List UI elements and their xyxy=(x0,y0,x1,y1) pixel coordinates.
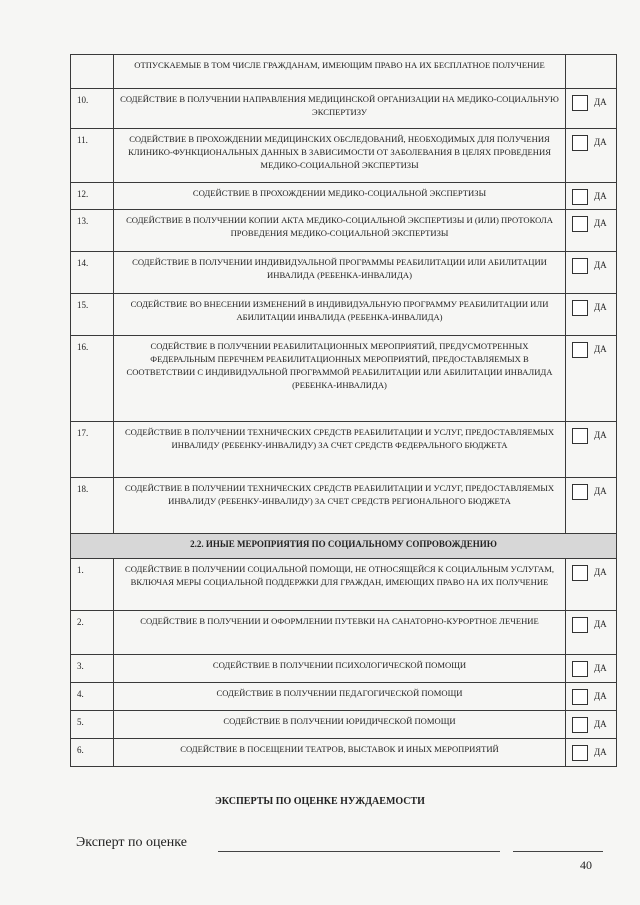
checkbox[interactable] xyxy=(572,745,588,761)
checkbox-label: ДА xyxy=(594,430,607,440)
row-text: СОДЕЙСТВИЕ В ПОЛУЧЕНИИ КОПИИ АКТА МЕДИКО-СОЦИАЛЬНОЙ ЭКСПЕРТИЗЫ И (ИЛИ) ПРОТОКОЛА ПРОВЕДЕНИЯ МЕДИКО-СОЦИАЛЬНОЙ ЭКСПЕРТИЗЫ xyxy=(114,210,566,252)
row-text: СОДЕЙСТВИЕ В ПОЛУЧЕНИИ ТЕХНИЧЕСКИХ СРЕДСТВ РЕАБИЛИТАЦИИ И УСЛУГ, ПРЕДОСТАВЛЯЕМЫХ ИНВАЛИДУ (РЕБЕНКУ-ИНВАЛИДУ) ЗА СЧЕТ СРЕДСТВ РЕГИОНАЛЬНОГО БЮДЖЕТА xyxy=(114,478,566,534)
row-check-cell xyxy=(566,559,617,611)
row-text: СОДЕЙСТВИЕ В ПОЛУЧЕНИИ РЕАБИЛИТАЦИОННЫХ МЕРОПРИЯТИЙ, ПРЕДУСМОТРЕННЫХ ФЕДЕРАЛЬНЫМ ПЕРЕЧНЕМ РЕАБИЛИТАЦИОННЫХ МЕРОПРИЯТИЙ, ПРЕДОСТАВЛЯЕМЫХ В СООТВЕТСТВИИ С ИНДИВИДУАЛЬНОЙ ПРОГРАММОЙ РЕАБИЛИТАЦИИ ИЛИ АБИЛИТАЦИИ ИНВАЛИДА (РЕБЕНКА-ИНВАЛИДА) xyxy=(114,336,566,422)
row-number: 2. xyxy=(71,611,114,655)
checkbox-label: ДА xyxy=(594,191,607,201)
table-row xyxy=(71,711,617,739)
table-row xyxy=(71,210,617,252)
row-text: СОДЕЙСТВИЕ В ПОЛУЧЕНИИ ТЕХНИЧЕСКИХ СРЕДСТВ РЕАБИЛИТАЦИИ И УСЛУГ, ПРЕДОСТАВЛЯЕМЫХ ИНВАЛИДУ (РЕБЕНКУ-ИНВАЛИДУ) ЗА СЧЕТ СРЕДСТВ ФЕДЕРАЛЬНОГО БЮДЖЕТА xyxy=(114,422,566,478)
checkbox[interactable] xyxy=(572,717,588,733)
section-title: 2.2. ИНЫЕ МЕРОПРИЯТИЯ ПО СОЦИАЛЬНОМУ СОПРОВОЖДЕНИЮ xyxy=(71,534,617,559)
row-number: 16. xyxy=(71,336,114,422)
checkbox-label: ДА xyxy=(594,663,607,673)
row-text: СОДЕЙСТВИЕ В ПОЛУЧЕНИИ ИНДИВИДУАЛЬНОЙ ПРОГРАММЫ РЕАБИЛИТАЦИИ ИЛИ АБИЛИТАЦИИ ИНВАЛИДА (РЕБЕНКА-ИНВАЛИДА) xyxy=(114,252,566,294)
table-row xyxy=(71,478,617,534)
row-check-cell xyxy=(566,129,617,183)
table-row xyxy=(71,55,617,89)
checkbox[interactable] xyxy=(572,617,588,633)
row-check-cell xyxy=(566,478,617,534)
checkbox[interactable] xyxy=(572,428,588,444)
checkbox[interactable] xyxy=(572,565,588,581)
checkbox-label: ДА xyxy=(594,691,607,701)
checkbox-label: ДА xyxy=(594,567,607,577)
row-check-cell xyxy=(566,89,617,129)
checkbox-label: ДА xyxy=(594,137,607,147)
row-check-cell xyxy=(566,336,617,422)
signature-line[interactable] xyxy=(513,851,603,852)
table-row xyxy=(71,683,617,711)
page-number: 40 xyxy=(580,858,592,872)
row-number xyxy=(71,55,114,89)
checkbox[interactable] xyxy=(572,484,588,500)
row-number: 11. xyxy=(71,129,114,183)
row-number: 10. xyxy=(71,89,114,129)
row-check-cell xyxy=(566,683,617,711)
checkbox-label: ДА xyxy=(594,344,607,354)
table-row xyxy=(71,129,617,183)
checkbox[interactable] xyxy=(572,135,588,151)
row-check-cell xyxy=(566,294,617,336)
row-number: 1. xyxy=(71,559,114,611)
checkbox[interactable] xyxy=(572,189,588,205)
signer-label: Эксперт по оценке xyxy=(76,835,187,850)
table-row xyxy=(71,89,617,129)
row-number: 6. xyxy=(71,739,114,767)
row-text: СОДЕЙСТВИЕ В ПРОХОЖДЕНИИ МЕДИЦИНСКИХ ОБСЛЕДОВАНИЙ, НЕОБХОДИМЫХ ДЛЯ ПОЛУЧЕНИЯ КЛИНИКО-ФУНКЦИОНАЛЬНЫХ ДАННЫХ В ЗАВИСИМОСТИ ОТ ЗАБОЛЕВАНИЯ В ЦЕЛЯХ ПРОВЕДЕНИЯ МЕДИКО-СОЦИАЛЬНОЙ ЭКСПЕРТИЗЫ xyxy=(114,129,566,183)
row-text: ОТПУСКАЕМЫЕ В ТОМ ЧИСЛЕ ГРАЖДАНАМ, ИМЕЮЩИМ ПРАВО НА ИХ БЕСПЛАТНОЕ ПОЛУЧЕНИЕ xyxy=(114,55,566,89)
table-row xyxy=(71,183,617,210)
row-check-cell xyxy=(566,739,617,767)
checkbox-label: ДА xyxy=(594,97,607,107)
row-text: СОДЕЙСТВИЕ ВО ВНЕСЕНИИ ИЗМЕНЕНИЙ В ИНДИВИДУАЛЬНУЮ ПРОГРАММУ РЕАБИЛИТАЦИИ ИЛИ АБИЛИТАЦИИ ИНВАЛИДА (РЕБЕНКА-ИНВАЛИДА) xyxy=(114,294,566,336)
section-header-row xyxy=(71,534,617,559)
row-check-cell xyxy=(566,711,617,739)
table-row xyxy=(71,294,617,336)
row-check-cell xyxy=(566,252,617,294)
checkbox-label: ДА xyxy=(594,719,607,729)
table-row xyxy=(71,611,617,655)
checkbox-label: ДА xyxy=(594,218,607,228)
signature-line[interactable] xyxy=(218,851,500,852)
row-check-cell xyxy=(566,183,617,210)
row-check-cell xyxy=(566,611,617,655)
row-text: СОДЕЙСТВИЕ В ПОЛУЧЕНИИ И ОФОРМЛЕНИИ ПУТЕВКИ НА САНАТОРНО-КУРОРТНОЕ ЛЕЧЕНИЕ xyxy=(114,611,566,655)
row-number: 18. xyxy=(71,478,114,534)
row-check-cell xyxy=(566,210,617,252)
row-text: СОДЕЙСТВИЕ В ПОЛУЧЕНИИ ЮРИДИЧЕСКОЙ ПОМОЩИ xyxy=(114,711,566,739)
row-check-cell xyxy=(566,55,617,89)
row-number: 3. xyxy=(71,655,114,683)
row-number: 13. xyxy=(71,210,114,252)
row-text: СОДЕЙСТВИЕ В ПОЛУЧЕНИИ ПЕДАГОГИЧЕСКОЙ ПОМОЩИ xyxy=(114,683,566,711)
checkbox[interactable] xyxy=(572,300,588,316)
checkbox[interactable] xyxy=(572,342,588,358)
row-check-cell xyxy=(566,655,617,683)
checkbox-label: ДА xyxy=(594,747,607,757)
checkbox-label: ДА xyxy=(594,302,607,312)
table-row xyxy=(71,422,617,478)
checkbox[interactable] xyxy=(572,258,588,274)
checkbox-label: ДА xyxy=(594,619,607,629)
row-number: 5. xyxy=(71,711,114,739)
row-check-cell xyxy=(566,422,617,478)
row-number: 17. xyxy=(71,422,114,478)
row-number: 4. xyxy=(71,683,114,711)
checkbox-label: ДА xyxy=(594,486,607,496)
table-row xyxy=(71,252,617,294)
checkbox-label: ДА xyxy=(594,260,607,270)
row-text: СОДЕЙСТВИЕ В ПОЛУЧЕНИИ ПСИХОЛОГИЧЕСКОЙ ПОМОЩИ xyxy=(114,655,566,683)
row-number: 14. xyxy=(71,252,114,294)
table-row xyxy=(71,559,617,611)
services-table xyxy=(70,54,617,767)
table-row xyxy=(71,336,617,422)
checkbox[interactable] xyxy=(572,689,588,705)
checkbox[interactable] xyxy=(572,95,588,111)
row-number: 12. xyxy=(71,183,114,210)
row-text: СОДЕЙСТВИЕ В ПРОХОЖДЕНИИ МЕДИКО-СОЦИАЛЬНОЙ ЭКСПЕРТИЗЫ xyxy=(114,183,566,210)
checkbox[interactable] xyxy=(572,661,588,677)
checkbox[interactable] xyxy=(572,216,588,232)
row-text: СОДЕЙСТВИЕ В ПОСЕЩЕНИИ ТЕАТРОВ, ВЫСТАВОК И ИНЫХ МЕРОПРИЯТИЙ xyxy=(114,739,566,767)
table-row xyxy=(71,739,617,767)
row-number: 15. xyxy=(71,294,114,336)
experts-title: ЭКСПЕРТЫ ПО ОЦЕНКЕ НУЖДАЕМОСТИ xyxy=(215,796,425,807)
row-text: СОДЕЙСТВИЕ В ПОЛУЧЕНИИ НАПРАВЛЕНИЯ МЕДИЦИНСКОЙ ОРГАНИЗАЦИИ НА МЕДИКО-СОЦИАЛЬНУЮ ЭКСПЕРТИЗУ xyxy=(114,89,566,129)
table-row xyxy=(71,655,617,683)
row-text: СОДЕЙСТВИЕ В ПОЛУЧЕНИИ СОЦИАЛЬНОЙ ПОМОЩИ, НЕ ОТНОСЯЩЕЙСЯ К СОЦИАЛЬНЫМ УСЛУГАМ, ВКЛЮЧАЯ МЕРЫ СОЦИАЛЬНОЙ ПОДДЕРЖКИ ДЛЯ ГРАЖДАН, ИМЕЮЩИХ ПРАВО НА ИХ ПОЛУЧЕНИЕ xyxy=(114,559,566,611)
